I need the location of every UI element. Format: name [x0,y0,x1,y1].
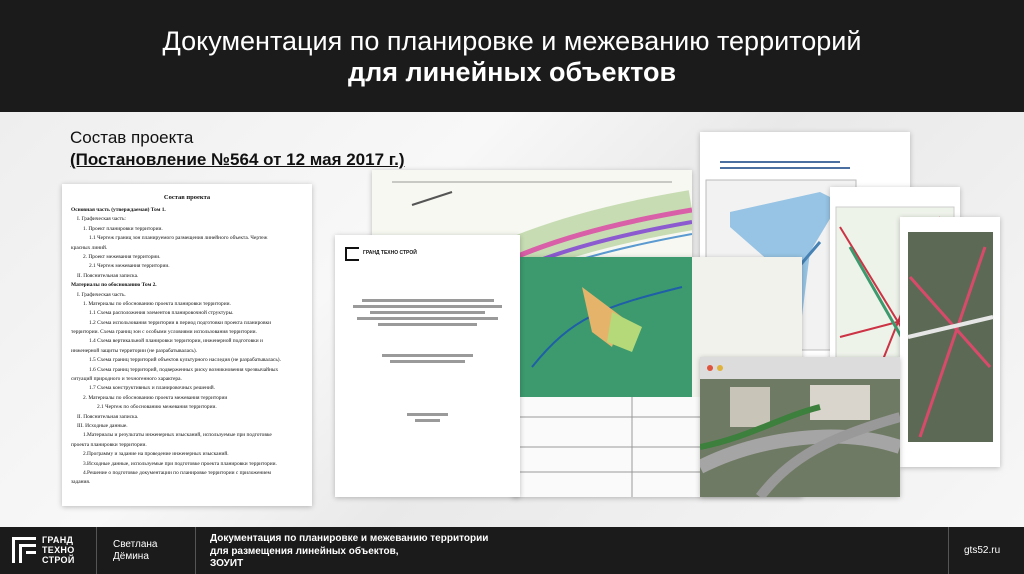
cover-logo-text: ГРАНД ТЕХНО СТРОЙ [363,250,417,257]
footer-divider [195,527,196,574]
cover-logo [345,247,510,261]
document-line: ситуаций природного и техногенного характера. [71,376,182,383]
document-line: инженерной защиты территории (не разрабатывалась). [71,347,197,354]
document-line: 2. Проект межевания территории. [83,253,161,260]
document-line: II. Пояснительная записка. [77,272,139,279]
document-line: III. Исходные данные. [77,422,128,429]
document-line: 1. Проект планировки территории. [83,225,163,232]
section-heading [70,127,405,171]
presentation-topic-line3: ЗОУИТ [210,558,244,569]
section-heading-line1: Состав проекта [70,128,194,147]
document-line: 1.5 Схема границ территорий объектов культурного наследия (не разрабатывалась). [89,357,281,364]
document-line: 1.2 Схема использования территории в период подготовки проекта планировки [89,319,272,326]
document-line: 2.1 Чертеж межевания территории. [89,263,170,270]
aerial-map-graphic [900,217,1000,467]
author-last-name: Дёмина [113,551,149,562]
document-line: 1.6 Схема границ территорий, подверженных риску возникновения чрезвычайных [89,366,279,373]
cover-page-sheet [335,235,520,497]
document-line: II. Пояснительная записка. [77,413,139,420]
aerial-render-photo [700,357,900,497]
presentation-topic-line2: для размещения линейных объектов, [210,545,399,557]
document-line: 4.Решение о подготовке документации по планировке территории с приложением [83,469,271,476]
document-line: I. Графическая часть. [77,291,126,298]
footer-divider [948,527,949,574]
cover-footer-block [345,413,510,422]
project-composition-document [62,184,312,506]
document-body [71,206,303,488]
document-line: задания. [71,479,91,486]
header-bar [0,0,1024,112]
document-line: 1.1 Чертеж границ зон планируемого размещения линейного объекта. Чертеж [89,235,268,242]
company-logo-icon [12,537,36,563]
author-first-name: Светлана [113,539,158,550]
slide-title-line2: для линейных объектов [347,57,677,87]
document-line: проекта планировки территории. [71,441,147,448]
document-line: Основная часть (утверждаемая) Том 1. [71,207,166,213]
document-line: 1.4 Схема вертикальной планировки территории, инженерной подготовки и [89,338,263,345]
cover-text-block [345,299,510,326]
document-line: 2.1 Чертеж по обоснованию межевания территории. [97,404,217,411]
slide-title-line1: Документация по планировке и межеванию территорий [162,26,862,56]
section-heading-line2: (Постановление №564 от 12 мая 2017 г.) [70,150,405,169]
document-line: 1.1 Схема расположения элементов планировочной структуры. [89,310,234,317]
document-line: 3.Исходные данные, используемые при подготовке проекта планировки территории. [83,460,277,467]
document-line: 2. Материалы по обоснованию проекта межевания территории [83,394,228,401]
cover-subtitle-block [345,354,510,363]
company-name [42,535,75,565]
document-line: 2.Программу и задание на проведение инженерных изысканий. [83,451,229,458]
document-line: 1. Материалы по обоснованию проекта планировки территории. [83,300,231,307]
company-name-line1: ГРАНД [42,535,74,545]
document-line: территории. Схема границ зон с особыми условиями использования территории. [71,329,257,336]
company-name-line2: ТЕХНО [42,545,75,555]
document-title: Состав проекта [163,194,211,201]
footer-divider [96,527,97,574]
slide-content [0,112,1024,527]
company-name-line3: СТРОЙ [42,555,75,565]
aerial-map-sheet [900,217,1000,467]
document-line: Материалы по обоснованию Том 2. [71,282,157,289]
slide-title [0,26,1024,88]
presentation-topic [210,533,488,571]
aerial-render-graphic [700,357,900,497]
footer-logo [12,535,75,565]
author-name [113,539,158,563]
document-line: красных линий. [71,244,108,251]
document-line: I. Графическая часть: [77,216,126,223]
cover-logo-icon [345,247,359,261]
document-line: 1.7 Схема конструктивных и планировочных решений. [89,385,216,392]
presentation-topic-line1: Документация по планировке и межеванию территории [210,533,489,544]
document-line: 1.Материалы и результаты инженерных изысканий, используемые при подготовке [83,432,272,439]
footer-bar [0,527,1024,574]
website-link[interactable]: gts52.ru [964,545,1001,556]
